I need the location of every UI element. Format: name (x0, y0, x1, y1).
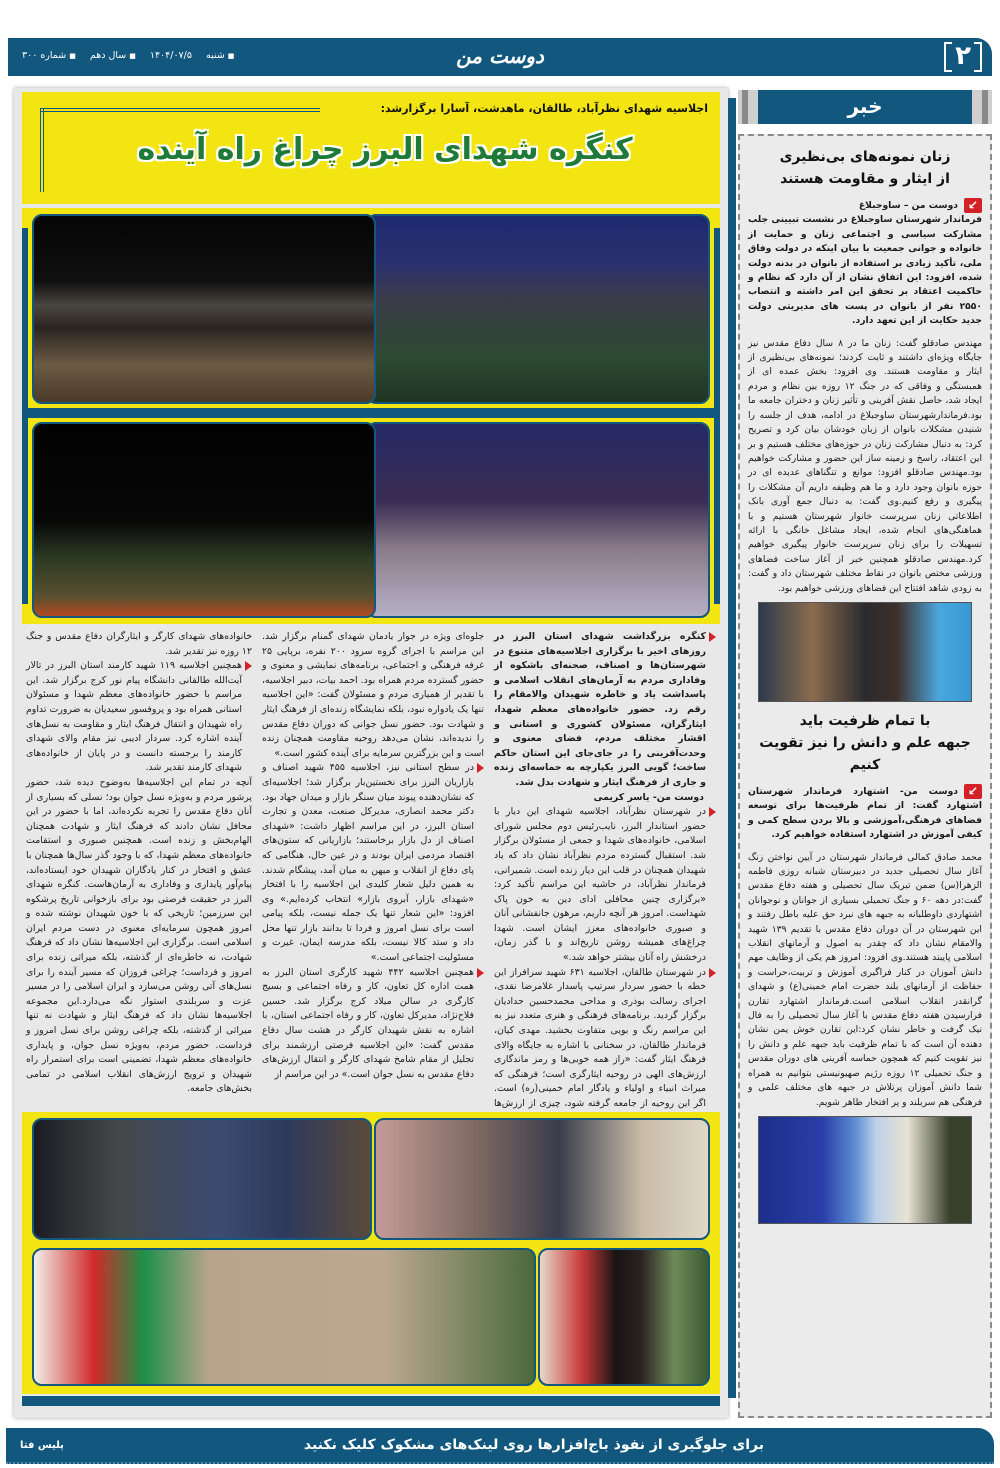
story2-headline-line2: جبهه علم و دانش را نیز تقویت کنیم (759, 734, 971, 773)
issue-number: ■ شماره ۳۰۰ (22, 50, 76, 61)
arrow-icon: ↙ (964, 784, 982, 799)
decorative-band (22, 1396, 720, 1406)
news-column (738, 90, 992, 1420)
arrow-icon: ↙ (964, 198, 982, 213)
article-byline: دوست من- یاسر کریمی (593, 791, 704, 803)
story1-lead-text: فرماندار شهرستان ساوجبلاغ در نشست تبیینی جلب مشارکت سیاسی و اجتماعی زنان و حمایت از خانواده و جوانی جمعیت با بیان اینکه در دولت وفاق ملی، تأکید زیادی بر استفاده از بانوان در بدنه دولت شده، افزود: این اتفاق نشان از آن دارد که نظام و حاکمیت اعتقاد بر تحقق این امر داشته و انتصاب ۲۵۵۰ نفر از بانوان در پست های مدیریتی دولت جدید حکایت از این تعهد دارد. (748, 214, 982, 327)
newspaper-logo: دوست من (456, 44, 544, 68)
story1-headline-line2: از ایثار و مقاومت هستند (780, 171, 950, 187)
footer-message: برای جلوگیری از نفوذ باج‌افزارها روی لینک‌های مشکوک کلیک نکنید (303, 1437, 764, 1453)
night-reenactment-photo (32, 422, 376, 618)
story2-body: محمد صادق کمالی فرماندار شهرستان در آیین نواختن زنگ آغاز سال تحصیلی جدید در دبیرستان شبانه روزی فاطمه الزهرا(س) ضمن تبریک سال تحصیلی و هفته دفاع مقدس گفت:در دهه ۶۰ و جنگ تحمیلی بسیاری از جوانان و نوجوانان اشتهاردی داوطلبانه به جبهه های نبرد حق علیه باطل رفتند و این شهرستان در آن دوران دفاع مقدس با تقدیم ۱۳۹ شهید والامقام نشان داد که چقدر به اصول و آرمانهای انقلاب اسلامی پایبند هستند.وی افزود: امروز هم یکی از وظایف مهم دانش آموزان در کنار فراگیری آموزش و تربیت،حراست و حفاظت از آرمانهای بلند حضرت امام خمینی(ع) و شهدای گرانقدر انقلاب اسلامی است.فرماندار اشتهارد تقارن فرارسیدن هفته دفاع مقدس با آغاز سال تحصیلی را به فال نیک گرفت و خاطر نشان کرد:این تقارن خوش یمن نشان دهنده آن است که با تمام ظرفیت باید جبهه علم و دانش را نیز تقویت کنیم که همچون حماسه آفرینی های دوران مقدس و جنگ تحمیلی ۱۲ روزه رژیم صهیونیستی بتوانیم به همراه شما دانش آموزان پرتلاش در جبهه های مختلف علمی و فرهنگی هم سربلند و پر افتخار ظاهر شویم. (748, 851, 983, 1108)
article-paragraph: همچنین اجلاسیه ۱۱۹ شهید کارمند استان البرز در تالار آیت‌الله طالقانی دانشگاه پیام نور کرج برگزار شد. این مراسم با حضور خانواده‌های معظم شهدا و مسئولان استانی همراه بود و پروفسور سعیدیان به ضرورت تداوم راه شهیدان و انتقال فرهنگ ایثار و مقاومت به نسل‌های آینده اشاره کرد. سردار ادیبی نیز مقام والای شهدای کارمند را برجسته دانست و در پایان از خانواده‌های شهدای کارمند تقدیر شد. (26, 659, 252, 776)
award-ceremony-photo (374, 1118, 710, 1240)
section-label: خبر (758, 90, 972, 124)
page-number: ۲ (946, 40, 980, 74)
photo-grid-top (22, 208, 720, 624)
mourning-woman-photo (538, 1248, 710, 1386)
story1-headline-line1: زنان نمونه‌های بی‌نظیری (779, 149, 951, 165)
story2-headline-line1: با تمام ظرفیت باید (799, 712, 931, 729)
news-box (738, 134, 992, 1418)
article-paragraph: همچنین اجلاسیه ۴۴۲ شهید کارگری استان البرز به همت اداره کل تعاون، کار و رفاه اجتماعی و بسیج کارگری در سالن میلاد کرج برگزار شد. حسین فلاح‌نژاد، مدیرکل تعاون، کار و رفاه اجتماعی استان، با اشاره به نقش شهیدان کارگر در هشت سال دفاع مقدس گفت: «این اجلاسیه فرصتی ارزشمند برای تجلیل از مقام شامخ شهدای کارگر و انتقال ارزش‌های دفاع مقدس به نسل جوان است.» در این مراسم از (262, 966, 484, 1083)
issue-date: ۱۴۰۴/۰۷/۵ (149, 50, 192, 61)
decorative-band (22, 228, 28, 604)
news-box-content (748, 146, 982, 1408)
spacer (748, 702, 982, 710)
issue-day: ■ شنبه (206, 50, 234, 61)
veterans-audience-photo (366, 422, 710, 618)
main-article (14, 88, 728, 1418)
school-bell-ceremony-photo (758, 1116, 972, 1224)
article-paragraph: در شهرستان نظرآباد، اجلاسیه شهدای این دیار با حضور استاندار البرز، نایب‌رئیس دوم مجلس شورای اسلامی، خانواده‌های شهدا و جمعی از مسئولان برگزار شد. استقبال گسترده مردم نظرآباد نشان داد که یاد شهیدان همچنان در قلب این دیار زنده است. شمیرانی، فرماندار نظرآباد، در حاشیه این مراسم تأکید کرد: «برگزاری چنین محافلی ادای دین به خون پاک شهداست. امروز هر آنچه داریم، مرهون جانفشانی آنان و صبوری خانواده‌های معزز ایشان است. شهدا چراغ‌های همیشه روشن تاریخ‌اند و با گذر زمان، درخشش راه آنان بیشتر خواهد شد.» (494, 805, 716, 966)
story1-source (748, 198, 982, 213)
issue-year: ■ سال دهم (90, 50, 136, 61)
story2-lead (748, 784, 982, 843)
article-column-3 (26, 630, 252, 1106)
article-column-2 (262, 630, 484, 1106)
spacer (748, 329, 982, 337)
article-lead: کنگره بزرگداشت شهدای استان البرز در روزهای اخیر با برگزاری اجلاسیه‌های متنوع در شهرستان‌ها و اصناف، صحنه‌ای باشکوه از وفاداری مردم به آرمان‌های انقلاب اسلامی و پاسداشت یاد و خاطره شهیدان والامقام را رقم زد. حضور خانواده‌های معظم شهدا، ایثارگران، مسئولان کشوری و استانی و اقشار مختلف مردم، فضای معنوی و وحدت‌آفرینی را در جای‌جای این استان حاکم ساخت؛ گویی البرز یکپارچه به حماسه‌ای زنده و جاری از فرهنگ ایثار و شهادت بدل شد. (494, 630, 716, 791)
article-paragraph: در شهرستان طالقان، اجلاسیه ۶۳۱ شهید سرافراز این خطه با حضور سردار سرتیپ پاسدار غلامرضا نقدی، اجرای رسالت بوذری و مداحی محمدحسین حدادیان برگزار گردید. برنامه‌های فرهنگی و هنری متعدد نیز به این مراسم رنگ و بویی متفاوت بخشید. مهدی کیان، فرماندار طالقان، در سخنانی با اشاره به جایگاه والای فرهنگ ایثار گفت: «راز همه خوبی‌ها و رمز ماندگاری ارزش‌های الهی در روحیه ایثارگری است؛ فرهنگی که میراث انبیاء و اولیاء و یادگار امام خمینی(ره) است. اگر این روحیه از جامعه گرفته شود، چیزی از ارزش‌ها (494, 966, 716, 1127)
story1-headline (748, 146, 982, 190)
decorative-line (40, 108, 320, 112)
story2-lead-text: دوست من- اشتهارد فرماندار شهرستان اشتهارد گفت: از تمام ظرفیت‌ها برای توسعه فضاهای فرهنگی،آموزشی و بالا بردن سطح کمی و کیفی آموزش در اشتهارد استفاده خواهیم کرد. (748, 785, 982, 841)
story2-headline (748, 710, 982, 776)
decorative-band (714, 228, 720, 604)
story1-lead (748, 198, 982, 329)
spacer (748, 843, 982, 851)
article-paragraph: در سطح استانی نیز، اجلاسیه ۴۵۵ شهید اصناف و بازاریان البرز برای نخستین‌بار برگزار شد؛ اجلاسیه‌ای که نشان‌دهنده پیوند میان سنگر بازار و میدان جهاد بود. دکتر محمد انصاری، مدیرکل صنعت، معدن و تجارت استان البرز، در این مراسم اظهار داشت: «شهدای اصناف از دل بازار برخاستند؛ بازاریانی که ستون‌های اقتصاد مردمی ایران بودند و در عین حال، هنگامی که پای دفاع از انقلاب و میهن به میان آمد، پیشگام شدند. به همین دلیل شعار کلیدی این اجلاسیه را با افتخار «شهدای بازار، آبروی بازار» انتخاب کرده‌ایم.» وی افزود: «این شعار تنها یک جمله نیست، بلکه پیامی است برای نسل امروز و فردا تا بدانند بازار تنها محل داد و ستد کالا نیست، بلکه مدرسه ایمان، غیرت و مسئولیت اجتماعی است.» (262, 761, 484, 965)
article-column-1 (494, 630, 716, 1109)
night-ceremony-audience-photo (32, 214, 376, 404)
footer-source: پلیس فتا (20, 1440, 64, 1451)
spacer (748, 776, 982, 784)
article-paragraph: خانواده‌های شهدای کارگر و ایثارگران دفاع مقدس و جنگ ۱۲ روزه نیز تقدیر شد. (26, 631, 252, 657)
masthead (8, 38, 992, 76)
footer-banner (6, 1428, 994, 1464)
decorative-bar (728, 98, 736, 1398)
section-header (738, 90, 992, 124)
headline-box (22, 92, 720, 204)
issue-meta (22, 50, 234, 61)
governor-meeting-photo (758, 602, 972, 702)
spacer (748, 190, 982, 198)
decorative-line (40, 108, 44, 192)
decorative-band (22, 408, 720, 418)
article-title: کنگره شهدای البرز چراغ راه آینده (137, 132, 633, 167)
officials-saluting-photo (366, 214, 710, 404)
article-kicker: اجلاسیه شهدای نظرآباد، طالقان، ماهدشت، آسارا برگزارشد: (380, 102, 708, 115)
article-paragraph: آنچه در تمام این اجلاسیه‌ها به‌وضوح دیده شد، حضور پرشور مردم و به‌ویژه نسل جوان بود؛ نسلی که بسیاری از آنان دفاع مقدس را تجربه نکرده‌اند، اما با حضور در این محافل نشان دادند که فرهنگ ایثار و شهادت همچنان الهام‌بخش و زنده است. همچنین صبوری و استقامت خانواده‌های معظم شهدا، که با وجود گذر سال‌ها همچنان با عشق و افتخار در کنار یادگاران شهیدان خود ایستاده‌اند، پیام‌آور پایداری و وفاداری به آرمان‌هاست. کنگره شهدای البرز در حقیقت فرصتی بود برای بازخوانی تاریخ پرشکوه این سرزمین؛ تاریخی که با خون شهیدان نوشته شده و امروز همچون سرمایه‌ای معنوی در دست مردم ایران اسلامی است. برگزاری این اجلاسیه‌ها نشان داد که فرهنگ شهادت، نه خاطره‌ای از گذشته، بلکه میراثی زنده برای امروز و فرداست؛ چراغی فروزان که مسیر آینده را برای نسل‌های آتی روشن می‌سازد و ایران اسلامی را در مسیر عزت و سربلندی استوار نگه می‌دارد.این مجموعه اجلاسیه‌ها نشان داد که فرهنگ ایثار و شهادت نه تنها میراثی از گذشته، بلکه چراغی روشن برای نسل امروز و فرداست. حضور مردم، به‌ویژه نسل جوان، و پایداری خانواده‌های معظم شهدا، تضمینی است برای استمرار راه شهیدان و ترویج ارزش‌های انقلاب اسلامی در تمامی بخش‌های جامعه. (26, 776, 252, 1095)
martyrs-wall-photo (32, 1248, 536, 1386)
martyr-poster-unveiling-photo (32, 1118, 372, 1240)
article-paragraph: جلوه‌ای ویژه در جوار یادمان شهدای گمنام برگزار شد. این مراسم با اجرای گروه سرود ۲۰۰ نفره، برپایی ۲۵ غرفه فرهنگی و اجتماعی، برنامه‌های نمایشی و معنوی و حضور گسترده مردم همراه بود. احمد بیات، دبیر اجلاسیه، با تقدیر از همیاری مردم و مسئولان گفت: «این اجلاسیه تنها یک یادواره نبود، بلکه نمایشگاه زنده‌ای از فرهنگ ایثار و شهادت بود. حضور نسل جوانی که دوران دفاع مقدس را ندیده‌اند، نشان می‌دهد روحیه مقاومت همچنان زنده است و این بزرگترین سرمایه برای آینده کشور است.» (262, 631, 484, 759)
story1-body: مهندس صادقلو گفت: زنان ما در ۸ سال دفاع مقدس نیز جایگاه ویژه‌ای داشتند و ثابت کردند؛ نمونه‌های بی‌نظیری از ایثار و مقاومت هستند. وی افزود: بخش عمده ای از همبستگی و وفاقی که در جنگ ۱۲ روزه بین نظام و مردم ایجاد شد، حاصل نقش آفرینی و تأثیر زنان و دختران جامعه ما بود.فرماندارشهرستان ساوجبلاغ در ادامه، هدف از جلسه را شنیدن مشکلات بانوان از زبان خودشان بیان کرد و تصریح کرد: به دنبال مشارکت زنان در حوزه‌های مختلف هستیم و بر این اعتقاد، راسخ و زمینه ساز این حضور و مشارکت خواهیم بود.مهندس صادقلو افزود: موانع و تنگناهای عدیده ای در حوزه بانوان وجود دارد و ما هم وظیفه داریم آن مشکلات را پیگیری و رفع کنیم.وی گفت: به دنبال جمع آوری بانک اطلاعاتی زنان سرپرست خانوار شهرستان هستیم و با هماهنگی‌های انجام شده، ایجاد مشاغل خانگی با ارائه تسهیلات را برای زنان سرپرست خانوار پیگیری خواهیم کرد.مهندس صادقلو همچنین خبر از آغاز ساخت فضاهای ورزشی مختص بانوان در نقاط مختلف شهرستان داد و گفت: به زودی شاهد افتتاح این فضاهای ورزشی خواهیم بود. (748, 337, 983, 594)
photo-grid-bottom (22, 1112, 720, 1394)
story1-source-text: دوست من – ساوجبلاغ (858, 200, 958, 211)
